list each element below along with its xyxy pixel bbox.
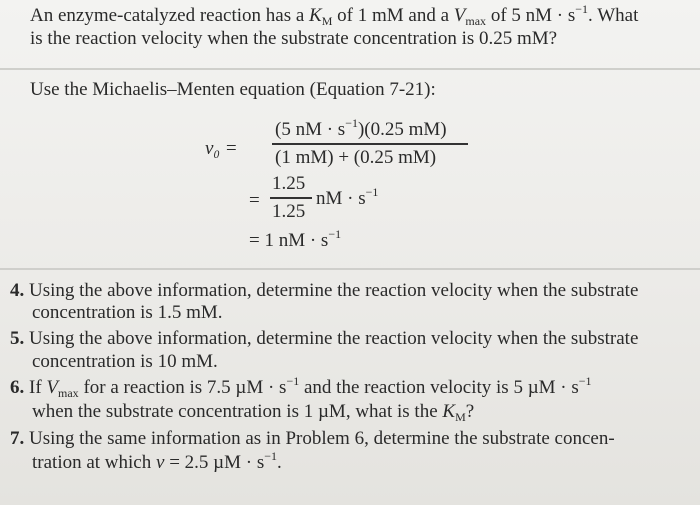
problem-text: .: [277, 452, 282, 473]
vmax-subscript: max: [465, 14, 487, 28]
problem-text: and the reaction velocity is 5 µM · s: [299, 377, 579, 398]
divider: [0, 68, 700, 70]
eq1-numerator-text: )(0.25 mM): [357, 119, 447, 140]
eq2-fraction-bar: [270, 197, 312, 199]
problem-6-line-1: [10, 374, 592, 400]
question-line-1: [30, 2, 639, 28]
exponent: −1: [286, 374, 300, 388]
problem-7-line-2: [32, 449, 282, 474]
km-symbol: K: [442, 401, 456, 422]
problem-text: Using the same information as in Problem 6, determine the substrate concen-: [29, 428, 615, 449]
problem-text: Using the above information, determine the reaction velocity when the substrate: [29, 328, 639, 349]
exponent: −1: [575, 2, 589, 16]
problem-text: when the substrate concentration is 1 µM, what is the: [32, 401, 443, 422]
problem-text: Using the above information, determine the reaction velocity when the substrate: [29, 280, 639, 301]
vmax-symbol: V: [453, 5, 466, 26]
eq2-unit-text: nM · s: [316, 188, 366, 209]
problem-5-line-2: concentration is 10 mM.: [32, 351, 218, 372]
problem-text: tration at which: [32, 452, 156, 473]
eq2-unit: [316, 185, 379, 210]
question-text: . What: [588, 5, 639, 26]
v-symbol: v: [156, 452, 165, 473]
problem-5-line-1: [10, 328, 638, 350]
eq1-denominator: (1 mM) + (0.25 mM): [275, 147, 437, 168]
problem-7-line-1: [10, 428, 615, 450]
eq3-text: = 1 nM · s: [249, 230, 329, 251]
question-text: of 5 nM · s: [486, 5, 576, 26]
v0-label: v₀ =: [205, 138, 238, 159]
exponent: −1: [328, 227, 342, 241]
eq1-numerator-text: (5 nM · s: [275, 119, 346, 140]
problem-4-line-1: [10, 280, 638, 302]
problem-text: for a reaction is 7.5 µM · s: [78, 377, 287, 398]
problem-number: 4.: [10, 280, 25, 301]
km-subscript: M: [455, 410, 466, 424]
exponent: −1: [345, 116, 358, 130]
km-symbol: K: [309, 5, 322, 26]
problem-6-line-2: [32, 401, 474, 423]
exponent: −1: [365, 185, 379, 199]
problem-4-line-2: concentration is 1.5 mM.: [32, 302, 223, 323]
eq2-numerator: 1.25: [272, 173, 306, 194]
exponent: −1: [264, 449, 277, 463]
eq1-fraction-bar: [272, 143, 468, 145]
problem-number: 6.: [10, 377, 25, 398]
eq2-equals: =: [249, 190, 260, 211]
problem-number: 5.: [10, 328, 25, 349]
problem-text: ?: [465, 401, 475, 422]
km-subscript: M: [321, 14, 333, 28]
problem-text: = 2.5 µM · s: [164, 452, 265, 473]
question-line-2: is the reaction velocity when the substrate concentration is 0.25 mM?: [30, 28, 558, 49]
question-text: An enzyme-catalyzed reaction has a: [30, 5, 310, 26]
exponent: −1: [578, 374, 592, 388]
problem-number: 7.: [10, 428, 25, 449]
question-text: of 1 mM and a: [332, 5, 454, 26]
divider: [0, 268, 700, 270]
eq3-result: [249, 227, 342, 252]
eq2-denominator: 1.25: [272, 201, 306, 222]
problem-text: If: [29, 377, 47, 398]
vmax-subscript: max: [58, 386, 79, 400]
vmax-symbol: V: [46, 377, 59, 398]
eq1-numerator: [275, 116, 447, 141]
solution-intro: Use the Michaelis–Menten equation (Equation 7-21):: [30, 79, 436, 100]
